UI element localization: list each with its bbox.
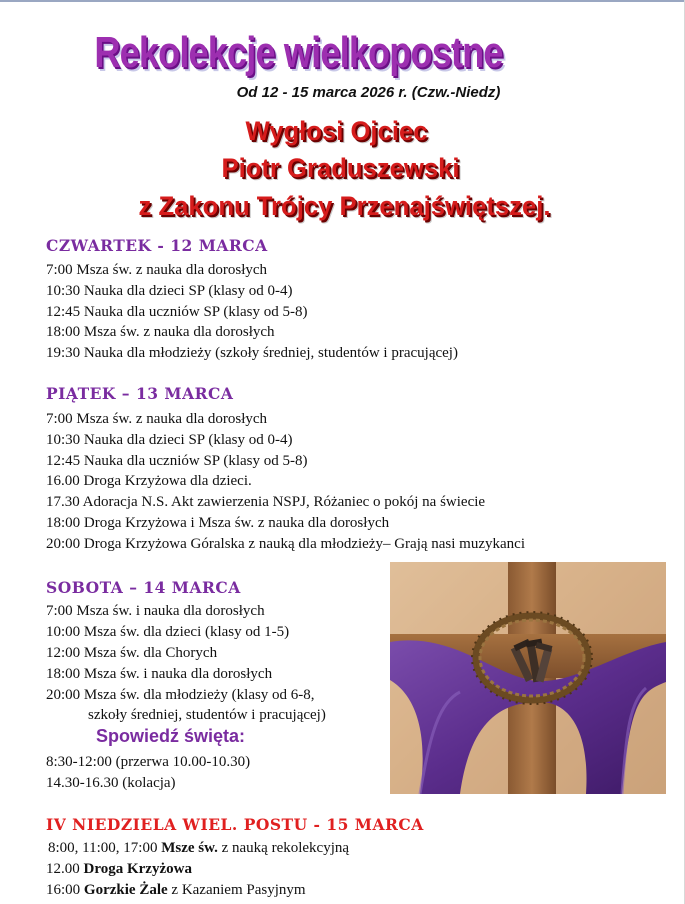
schedule-item	[46, 880, 306, 900]
item-event: Gorzkie Żale	[83, 882, 168, 898]
schedule-item: 7:00 Msza św. z nauka dla dorosłych	[46, 262, 268, 278]
schedule-item	[46, 859, 192, 879]
schedule-item: 12:45 Nauka dla uczniów SP (klasy od 5-8)	[46, 304, 308, 320]
day-heading-friday: PIĄTEK – 13 MARCA	[46, 384, 234, 403]
day-heading-sunday: IV NIEDZIELA WIEL. POSTU - 15 MARCA	[46, 815, 424, 834]
top-border	[0, 0, 685, 2]
confession-item: 14.30-16.30 (kolacja)	[46, 775, 176, 791]
schedule-item: 7:00 Msza św. i nauka dla dorosłych	[46, 603, 265, 619]
schedule-item: 10:00 Msza św. dla dzieci (klasy od 1-5)	[46, 624, 290, 640]
schedule-item: 20:00 Droga Krzyżowa Góralska z nauką dla młodzieży– Grają nasi muzykanci	[46, 536, 525, 552]
schedule-item-continuation: szkoły średniej, studentów i pracującej)	[88, 707, 326, 723]
preacher-line-1: Wygłosi Ojciec	[245, 116, 428, 146]
item-event: Droga Krzyżowa	[83, 861, 192, 877]
item-time: 12.00	[46, 861, 80, 877]
preacher-line-2: Piotr Graduszewski	[221, 153, 460, 183]
schedule-item: 10:30 Nauka dla dzieci SP (klasy od 0-4)	[46, 283, 293, 299]
schedule-item: 18:00 Msza św. i nauka dla dorosłych	[46, 666, 273, 682]
page-title: Rekolekcje wielkopostne	[94, 28, 503, 77]
schedule-item: 12:00 Msza św. dla Chorych	[46, 645, 218, 661]
confession-item: 8:30-12:00 (przerwa 10.00-10.30)	[46, 754, 251, 770]
schedule-item: 7:00 Msza św. z nauka dla dorosłych	[46, 411, 268, 427]
schedule-item	[48, 838, 349, 858]
date-range: Od 12 - 15 marca 2026 r. (Czw.-Niedz)	[236, 84, 501, 101]
schedule-item: 10:30 Nauka dla dzieci SP (klasy od 0-4)	[46, 432, 293, 448]
item-time: 16:00	[46, 882, 81, 898]
schedule-item: 17.30 Adoracja N.S. Akt zawierzenia NSPJ, Różaniec o pokój na świecie	[46, 494, 486, 510]
preacher-line-3: z Zakonu Trójcy Przenajświętszej.	[138, 191, 551, 221]
item-time: 8:00, 11:00, 17:00	[48, 840, 158, 856]
schedule-item: 19:30 Nauka dla młodzieży (szkoły średniej, studentów i pracującej)	[46, 345, 458, 361]
confession-heading: Spowiedź święta:	[96, 726, 246, 746]
item-detail: z nauką rekolekcyjną	[221, 840, 350, 856]
schedule-item: 20:00 Msza św. dla młodzieży (klasy od 6-8,	[46, 687, 315, 703]
schedule-item: 16.00 Droga Krzyżowa dla dzieci.	[46, 473, 252, 489]
day-heading-thursday: CZWARTEK - 12 MARCA	[46, 236, 268, 255]
cross-illustration	[390, 562, 666, 794]
item-detail: z Kazaniem Pasyjnym	[171, 882, 306, 898]
item-event: Msze św.	[161, 840, 218, 856]
day-heading-saturday: SOBOTA – 14 MARCA	[46, 578, 241, 597]
cross-photo	[390, 562, 666, 794]
schedule-item: 12:45 Nauka dla uczniów SP (klasy od 5-8)	[46, 453, 308, 469]
schedule-item: 18:00 Droga Krzyżowa i Msza św. z nauka dla dorosłych	[46, 515, 390, 531]
schedule-item: 18:00 Msza św. z nauka dla dorosłych	[46, 324, 275, 340]
